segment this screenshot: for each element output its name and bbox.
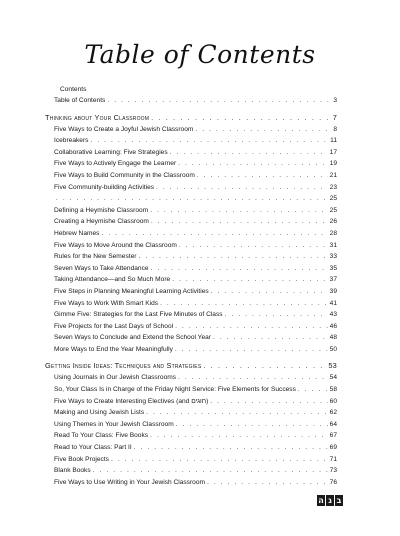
toc-entry[interactable] — [45, 465, 337, 477]
toc-entry[interactable] — [45, 419, 337, 431]
entry-title: Five Ways to Work With Smart Kids — [54, 299, 159, 307]
entry-page: 39 — [329, 287, 337, 295]
entry-title: Five Ways to Move Around the Classroom — [54, 241, 177, 249]
table-of-contents — [45, 84, 337, 488]
toc-entry[interactable] — [45, 251, 337, 263]
leader-dots — [138, 251, 327, 263]
entry-title: Five Ways to Build Community in the Classroom — [54, 171, 195, 179]
entry-page: 43 — [329, 311, 337, 319]
entry-page: 31 — [329, 241, 337, 249]
entry-title: Gimme Five: Strategies for the Last Five Minutes of Class — [54, 311, 223, 319]
section-heading-getting-inside-ideas[interactable] — [45, 360, 337, 372]
leader-dots — [160, 298, 328, 310]
entry-page: 8 — [333, 125, 337, 133]
leader-dots — [107, 95, 331, 107]
entry-page: 37 — [329, 276, 337, 284]
entry-page: 11 — [330, 137, 337, 145]
toc-entry[interactable] — [45, 228, 337, 240]
toc-entry[interactable] — [45, 321, 337, 333]
leader-dots — [56, 193, 328, 205]
entry-page: 69 — [329, 444, 337, 452]
leader-dots — [156, 182, 328, 194]
section-1-entries — [45, 124, 337, 356]
toc-entry[interactable] — [45, 396, 337, 408]
entry-page: 21 — [329, 171, 337, 179]
leader-dots — [176, 419, 328, 431]
leader-dots — [150, 205, 327, 217]
leader-dots — [101, 228, 327, 240]
leader-dots — [151, 112, 331, 124]
entry-title: Five Projects for the Last Days of School — [54, 322, 174, 330]
entry-title: Using Journals in Our Jewish Classrooms — [54, 374, 177, 382]
entry-title: Five Book Projects — [54, 455, 109, 463]
leader-dots — [197, 170, 328, 182]
entry-title: Read to Your Class: Part II — [54, 444, 132, 452]
leader-dots — [178, 158, 327, 170]
leader-dots — [213, 332, 328, 344]
leader-dots — [146, 407, 328, 419]
toc-entry[interactable] — [45, 430, 337, 442]
entry-page: 33 — [329, 253, 337, 261]
toc-entry[interactable] — [45, 372, 337, 384]
entry-title: More Ways to End the Year Meaningfully — [54, 345, 173, 353]
toc-entry[interactable] — [45, 407, 337, 419]
entry-page: 60 — [329, 397, 337, 405]
entry-page: 76 — [329, 478, 337, 486]
entry-title: Five Steps in Planning Meaningful Learning Activities — [54, 287, 209, 295]
entry-title: Blank Books — [54, 467, 91, 475]
leader-dots — [172, 274, 327, 286]
leader-dots — [175, 344, 328, 356]
entry-page: 25 — [329, 195, 337, 203]
entry-page: 54 — [329, 374, 337, 382]
entry-page: 48 — [329, 334, 337, 342]
toc-entry[interactable] — [45, 454, 337, 466]
entry-page: 58 — [329, 386, 337, 394]
leader-dots — [179, 240, 328, 252]
toc-entry[interactable] — [45, 263, 337, 275]
leader-dots — [151, 263, 328, 275]
entry-title: Seven Ways to Take Attendance — [54, 264, 149, 272]
entry-page: 26 — [329, 218, 337, 226]
entry-page: 71 — [329, 455, 337, 463]
entry-title: Five Ways to Use Writing in Your Jewish Classroom — [54, 478, 205, 486]
entry-page: 19 — [329, 160, 337, 168]
leader-dots — [151, 216, 328, 228]
entry-page: 46 — [329, 322, 337, 330]
front-matter-list — [45, 95, 337, 107]
hebrew-letter: ה — [318, 496, 324, 505]
entry-page: 35 — [329, 264, 337, 272]
entry-title: Making and Using Jewish Lists — [54, 409, 145, 417]
leader-dots — [298, 384, 328, 396]
toc-entry[interactable] — [45, 298, 337, 310]
toc-entry[interactable] — [45, 332, 337, 344]
entry-title: Icebreakers — [54, 137, 89, 145]
toc-entry[interactable] — [45, 158, 337, 170]
toc-entry[interactable] — [45, 95, 337, 107]
contents-label: Contents — [60, 86, 87, 93]
leader-dots — [111, 454, 328, 466]
hebrew-letter: ג — [326, 495, 334, 506]
entry-title: Defining a Heymishe Classroom — [54, 206, 149, 214]
section-page: 7 — [332, 112, 337, 122]
leader-dots — [134, 442, 328, 454]
entry-page: 3 — [333, 97, 337, 104]
leader-dots — [150, 430, 328, 442]
toc-entry[interactable] — [45, 147, 337, 159]
entry-title: Five Ways to Create Interesting Electives (and חוגים) — [54, 397, 209, 405]
hebrew-letter: ב — [336, 496, 342, 505]
entry-page: 50 — [329, 345, 337, 353]
toc-entry[interactable] — [45, 286, 337, 298]
leader-dots — [195, 124, 331, 136]
entry-page: 17 — [329, 148, 337, 156]
entry-title: Table of Contents — [54, 97, 106, 104]
toc-entry[interactable] — [45, 205, 337, 217]
entry-title: Hebrew Names — [54, 229, 100, 237]
entry-title: Creating a Heymishe Classroom — [54, 218, 149, 226]
toc-entry[interactable] — [45, 170, 337, 182]
entry-page: 73 — [329, 467, 337, 475]
entry-page: 62 — [329, 409, 337, 417]
toc-entry[interactable] — [45, 182, 337, 194]
toc-entry[interactable] — [45, 124, 337, 136]
section-2-entries — [45, 372, 337, 488]
entry-title: Five Ways to Create a Joyful Jewish Classroom — [54, 125, 194, 133]
toc-entry[interactable] — [45, 274, 337, 286]
leader-dots — [93, 465, 328, 477]
leader-dots — [170, 147, 328, 159]
section-title: Getting Inside Ideas: Techniques and Strategies — [45, 361, 202, 371]
entry-title: Five Ways to Actively Engage the Learner — [54, 160, 177, 168]
entry-page: 67 — [329, 432, 337, 440]
toc-entry[interactable] — [45, 344, 337, 356]
leader-dots — [175, 321, 328, 333]
leader-dots — [178, 372, 328, 384]
entry-page: 41 — [329, 299, 337, 307]
section-page: 53 — [328, 361, 337, 371]
toc-entry[interactable] — [45, 240, 337, 252]
toc-entry[interactable] — [45, 193, 337, 205]
entry-title: Rules for the New Semester — [54, 253, 137, 261]
entry-title: Taking Attendance—and So Much More — [54, 276, 171, 284]
leader-dots — [211, 286, 328, 298]
entry-page: 23 — [329, 183, 337, 191]
entry-page: 25 — [329, 206, 337, 214]
entry-page: 64 — [329, 420, 337, 428]
entry-title: Read To Your Class: Five Books — [54, 432, 149, 440]
leader-dots — [210, 396, 327, 408]
toc-entry[interactable] — [45, 477, 337, 489]
hebrew-page-mark — [317, 495, 343, 506]
leader-dots — [225, 309, 328, 321]
section-heading-thinking[interactable] — [45, 112, 337, 124]
entry-title: Five Community-building Activities — [54, 183, 155, 191]
toc-entry[interactable] — [45, 384, 337, 396]
leader-dots — [203, 360, 326, 372]
page-title: Table of Contents — [84, 40, 316, 69]
leader-dots — [90, 135, 328, 147]
entry-title: So, Your Class Is in Charge of the Friday Night Service: Five Elements for Success — [54, 386, 296, 394]
entry-title: Collaborative Learning: Five Strategies — [54, 148, 168, 156]
leader-dots — [207, 477, 328, 489]
entry-title: Seven Ways to Conclude and Extend the School Year — [54, 334, 212, 342]
section-title: Thinking about Your Classroom — [45, 112, 150, 122]
entry-title: Using Themes in Your Jewish Classroom — [54, 420, 174, 428]
toc-entry[interactable] — [45, 216, 337, 228]
entry-page: 28 — [329, 229, 337, 237]
toc-entry[interactable] — [45, 309, 337, 321]
toc-entry[interactable] — [45, 135, 337, 147]
toc-entry[interactable] — [45, 442, 337, 454]
